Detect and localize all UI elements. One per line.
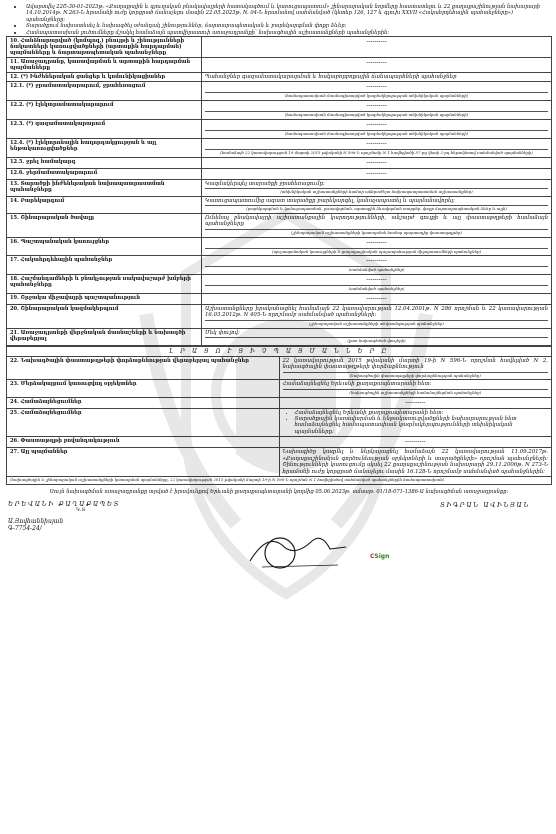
row-label-text: Հանձնարարված (կոմպոզ.) բնույթի և շինությունների ճակատների կառուցվածքների (արտաքին հարդարման) պայմանները և ճարտարապետական պահանջները <box>10 38 185 57</box>
row-value <box>279 437 552 448</box>
row-value <box>202 101 552 120</box>
row-label-text: Առաջադրանք, կառավարման և արտաքին հարդարման պայմանները <box>10 59 191 72</box>
footer-note: Սույն նախագծման առաջադրանքը տրված է իրավունքով Երևանի քաղաքապետարանի կողմից 05.06.2023թ. ամսաթ. 01/18-071-1386-Ա նախագծման առաջադրանքը: <box>49 488 509 495</box>
signer-title-left: ԵՐԵՎԱՆԻ ՔԱՂԱՔԱՊԵՏ <box>8 500 120 509</box>
table-row <box>7 397 552 408</box>
row-label <box>7 237 202 256</box>
row-value <box>202 82 552 101</box>
row-note: (շինարարական աշխատանքների անվտանգության պահանջներ) <box>205 320 548 327</box>
row-label-text: Պաշտպանական կառույցներ <box>20 238 110 245</box>
row-label-text: Առաջադրանքի վերջնական մասնաշենքի և նախագծի վերաբերյալ <box>10 329 186 342</box>
row-label <box>7 437 280 448</box>
csign-logo <box>370 553 389 560</box>
row-number: 16. <box>10 238 19 245</box>
table-row <box>7 214 552 238</box>
row-value <box>202 37 552 58</box>
row-number: 27. <box>10 449 19 456</box>
row-label-text: ջրել համակարգ <box>25 158 76 165</box>
row-value-text: ---------- <box>366 102 387 110</box>
row-number: 11. <box>10 59 19 66</box>
row-label-text: Հակահրդեհային պահանջներ <box>20 257 113 264</box>
row-value <box>202 214 552 238</box>
table-row <box>7 196 552 213</box>
row-value-text: Կառուցապատումից ազատ տարածքը բարեկարգել, կանաչապատել և պայմանավորել: <box>205 197 455 204</box>
row-number: 24. <box>10 398 19 405</box>
row-number: 23. <box>10 381 19 388</box>
row-label <box>7 356 280 380</box>
table-row <box>7 37 552 58</box>
row-value <box>202 328 552 345</box>
handwritten-signature <box>242 523 352 573</box>
executor-code: Գ-7754-24/ <box>8 525 42 533</box>
logo-left: C <box>370 553 375 561</box>
table-row <box>7 157 552 168</box>
row-value-text: Նախագիծը կազմել և ներկայացնել համաձայն 22 կառավարության 11.09.2017թ. «Քաղաքաշինական գործունեության օբյեկտների և տարածքների» որոշման պահանջների: Շինությունների կառուցումը սկսել 22 քաղաքաշինության նախարարի 29.11.2006թ. N 273-Ն հրամանի ուժը կորցրած ճանաչելու մասին 16.128-Ն որոշմամբ սահմանված պահանջներին: <box>282 449 548 475</box>
row-number: 15. <box>10 215 19 222</box>
row-number: 12.3. <box>10 121 25 128</box>
row-label <box>7 448 280 477</box>
section-title: Լ Ր Ա Ց Ո Ւ Ց Ի Չ Պ Ա Ց Մ Ա Ն Ն Ե Ր Ը <box>7 346 552 356</box>
row-number: 12.5. <box>10 158 25 165</box>
row-value <box>202 168 552 179</box>
row-note: (պաշտպանական կառույցների և քաղաքացիական պաշտպանության միջոցառումների պահանջներ) <box>205 248 548 255</box>
table-row <box>7 237 552 256</box>
row-label-text: Շրջակա միջավայրի պաշտպանություն <box>20 295 141 302</box>
row-value-text: ---------- <box>366 158 387 166</box>
row-number: 25. <box>10 409 19 416</box>
row-note: (սահմանված պահանջներ) <box>205 285 548 292</box>
spaced-title-row <box>7 346 552 356</box>
row-value <box>202 157 552 168</box>
row-note: (տեխնիկական աշխատանքների համար անհրաժեշտ նախապատրաստման աշխատանքներ) <box>205 188 548 195</box>
row-value <box>202 237 552 256</box>
table-row <box>7 58 552 73</box>
row-label <box>7 101 202 120</box>
row-value <box>202 138 552 157</box>
table-row <box>7 356 552 380</box>
bullet-item: • Ավարտվել 22Շ-30-01-2023թ. «Քաղաքային և գյուղական բնակավայրերի հատակագծում և կառուցապատում» շինարարական նորմերը հաստատելու և 22 քաղաքաշինության նախարարի 14.10.2014թ. N.263-Ն հրամանի ուժը կորցրած ճանաչելու մասին 22.05.2023թ. N. 04-Ն հրամանով սահմանված (կետեր 126, 127 և գլուխ XXVII «Հակահրդեհային պահանջները») պահանջները: <box>24 4 552 23</box>
row-number: 12. <box>10 74 19 81</box>
row-label-text: Նախագծային փաստաթղթերի փորձաքննության վերաբերյալ պահանջներ <box>20 357 249 364</box>
table-row <box>7 448 552 477</box>
row-value <box>279 448 552 477</box>
row-number: 26. <box>10 438 19 445</box>
row-value <box>202 58 552 73</box>
row-label <box>7 58 202 73</box>
row-note: (նախագծային աշխատանքների համաձայնեցման պահանջներ) <box>283 389 549 396</box>
row-label <box>7 305 202 329</box>
row-number: 18. <box>10 276 19 283</box>
row-label-text: (*) էլեկտրամատակարարում <box>25 102 114 109</box>
row-label <box>7 294 202 305</box>
row-note: (սահմանված պահանջներ) <box>205 266 548 273</box>
row-number: 10. <box>10 38 19 45</box>
table-row <box>7 120 552 139</box>
row-note: (համապատասխան մասնագիտացված կազմակերպության տեխնիկական պայմանների) <box>205 92 548 99</box>
row-value-text: ---------- <box>366 59 387 67</box>
row-value-text: ---------- <box>366 121 387 129</box>
row-number: 14. <box>10 197 19 204</box>
row-label <box>7 380 280 397</box>
stamp-mark: Կ.Տ <box>76 507 86 514</box>
row-value-text: Համաձայնեցնել Երևանի քաղաքապետարանի հետ: <box>282 381 432 388</box>
table-row <box>7 305 552 329</box>
row-label-text: ջերմամատակարարում <box>25 169 98 176</box>
row-value <box>202 294 552 305</box>
row-value <box>202 275 552 294</box>
table-row <box>7 437 552 448</box>
signer-name-right: ՏԻԳՐԱՆ ԱՎԻՆՅԱՆ <box>440 501 530 510</box>
row-value <box>279 380 552 397</box>
row-label-text: Մերձակայքում կառուցվող օբյեկտներ <box>20 381 137 388</box>
row-label <box>7 256 202 275</box>
row-number: 12.1. <box>10 83 25 90</box>
row-value <box>279 408 552 437</box>
row-label-text: Բարեկարգում <box>20 197 65 204</box>
row-label <box>7 157 202 168</box>
row-value-text: ---------- <box>366 139 387 147</box>
row-label-text: (*) Ինժեներական ցանցեր և կոմունիկացիաներ <box>20 74 166 81</box>
table-row <box>7 408 552 437</box>
row-value <box>202 196 552 213</box>
row-value-text: ---------- <box>366 169 387 177</box>
row-label <box>7 179 202 196</box>
row-number: 19. <box>10 295 19 302</box>
full-width-note: (նախագծային և շինարարական աշխատանքների կատարման պայմանները, 22 կառավարության 2015 թվականի մարտի 19-ի N 596-Ն որոշման N 1 հավելվածով սահմանված պահանջներին համապատասխան) <box>7 476 552 484</box>
row-number: 12.2. <box>10 102 25 109</box>
row-label-text: Փաստաթղթի բովանդակություն <box>20 438 120 445</box>
logo-right: Sign <box>374 553 390 561</box>
table-row <box>7 168 552 179</box>
row-value-text: ---------- <box>366 276 387 284</box>
table-row <box>7 328 552 345</box>
row-number: 13. <box>10 180 19 187</box>
row-value-text: Ունենալ բնակավայրի աշխատանքային կարողությունների, անշարժ գույքի և այլ փաստաթղթերի համաձայն պահանջները <box>205 215 548 228</box>
row-label <box>7 328 202 345</box>
row-note: (համաձայն 22 կառավարության 19 մարտի 2015 թվականի N 596-Ն որոշմամբ N 1 հավելվածի 57-րդ կետի 2-րդ ենթակետով սահմանված պայմանների) <box>205 149 548 156</box>
row-value <box>279 356 552 380</box>
row-note: (ըստ նախագծման փուլերի) <box>205 337 548 344</box>
row-note: (համապատասխան մասնագիտացված կազմակերպության տեխնիկական պայմանների) <box>205 130 548 137</box>
table-row <box>7 179 552 196</box>
table-row <box>7 380 552 397</box>
row-label-text: Շինարարական կազմակերպում <box>20 306 119 313</box>
row-label-text: Համաձայնեցումներ <box>20 409 82 416</box>
row-label-text: Այլ պայմաններ <box>20 449 68 456</box>
row-label <box>7 397 280 408</box>
row-value <box>202 256 552 275</box>
row-label-text: (*) էլեկտրոնային հաղորդակցության և այլ ենթակառուցվածքներ <box>10 139 157 152</box>
row-value-text: ---------- <box>366 38 387 46</box>
row-value <box>202 73 552 82</box>
row-value-text: ---------- <box>405 398 426 406</box>
table-row <box>7 256 552 275</box>
table-row <box>7 101 552 120</box>
row-label <box>7 196 202 213</box>
table-row <box>7 82 552 101</box>
row-value <box>202 179 552 196</box>
row-label <box>7 275 202 294</box>
row-label-text: Հաշմանդամների և բնակչության սակավաշարժ խմբերի պահանջները <box>10 276 191 289</box>
signature-left <box>8 501 120 533</box>
table-row <box>7 73 552 82</box>
row-number: 12.6. <box>10 169 25 176</box>
row-value <box>202 120 552 139</box>
row-value-text: Կազմակերպել տարածքի ջրահեռացումը: <box>205 180 325 187</box>
row-number: 22. <box>10 357 19 364</box>
row-label-text: Շինարարական ծավալը <box>20 215 94 222</box>
bullet-item: • Համապատասխան լուծումները մշակել համաձայն պատվիրատուի առաջադրանքի՝ նախագծային աշխատանքների պահանջներին: <box>24 30 552 36</box>
row-number: 17. <box>10 257 19 264</box>
row-value-text: Աշխատանքները իրականացնել համաձայն 22 կառավարության 12.04.2001թ. N 286 որոշման և 22 կառավարության 16.03.2012թ. N 405-Ն որոշմամբ սահմանված պահանջների: <box>205 306 548 319</box>
row-label <box>7 37 202 58</box>
requirements-table-2 <box>6 346 552 485</box>
row-value <box>202 305 552 329</box>
row-note: (բարեկարգման և կանաչապատման, լուսավորման, արտաքին ձևավորման տարրեր, փոքր ճարտարապետական ձևեր և այլն) <box>205 205 548 212</box>
row-value-text: ---------- <box>366 257 387 265</box>
full-note-row <box>7 476 552 484</box>
requirements-table <box>6 36 552 346</box>
row-label-text: Համաձայնեցումներ <box>20 398 82 405</box>
row-value <box>279 397 552 408</box>
row-value-text: Մեկ փուլով: <box>205 329 240 336</box>
row-value-text: ---------- <box>405 438 426 446</box>
row-label <box>7 214 202 238</box>
row-label <box>7 82 202 101</box>
row-label <box>7 120 202 139</box>
document-page <box>6 4 552 830</box>
row-value-text: 22 կառավարության 2015 թվականի մարտի 19-ի N 596-Ն որոշման հավելված N 2, նախագծային փաստաթղթերի փորձաքննություն <box>282 357 548 371</box>
row-label-text: (*) գազամատակարարում <box>25 121 106 128</box>
top-bullet-list <box>6 4 552 36</box>
table-row <box>7 138 552 157</box>
row-label <box>7 168 202 179</box>
row-note: (շինարարական աշխատանքների կատարման համար պարտադիր փաստաթղթեր) <box>205 229 548 236</box>
approvals-list <box>283 410 549 436</box>
approval-item: • Տարածքային կառավարման և ենթակառուցվածքների նախարարության հետ համաձայնեցնել համապատասխան կազմակերպությունների տեխնիկական պայմանները: <box>295 416 549 435</box>
row-label-text: Տարածքի ինժեներական նախապատրաստման պահանջները <box>10 180 165 193</box>
approval-item: • Համաձայնեցնել Երևանի քաղաքապետարանի հետ: <box>295 410 549 416</box>
signature-block <box>6 495 552 573</box>
row-value-text: ---------- <box>366 83 387 91</box>
row-number: 12.4. <box>10 139 25 146</box>
row-label <box>7 73 202 82</box>
row-label-text: (*) ջրամատակարարում, ջրահեռացում <box>25 83 146 90</box>
row-note: (նախագծային փաստաթղթերի փորձաքննության պահանջներ) <box>283 372 549 379</box>
row-label <box>7 408 280 437</box>
table-row <box>7 275 552 294</box>
executor-name: Ա.Յովհաննիսյան <box>8 517 64 525</box>
row-value-text: ---------- <box>366 238 387 246</box>
row-number: 20. <box>10 306 19 313</box>
table-row <box>7 294 552 305</box>
bullet-item: • Տարածքում նախատեսել և նախագծել օժանդակ շինություններ, ճարտարապետական և բարեկարգման փոքր ձևեր: <box>24 23 552 29</box>
row-value-text: ---------- <box>366 295 387 303</box>
row-value-text: Պահանջներ գազամատակարարման և հակաբորբոքային ճանապարհների պահանջներ <box>205 74 457 81</box>
row-note: (համապատասխան մասնագիտացված կազմակերպության տեխնիկական պայմանների) <box>205 111 548 118</box>
row-number: 21. <box>10 329 19 336</box>
row-label <box>7 138 202 157</box>
